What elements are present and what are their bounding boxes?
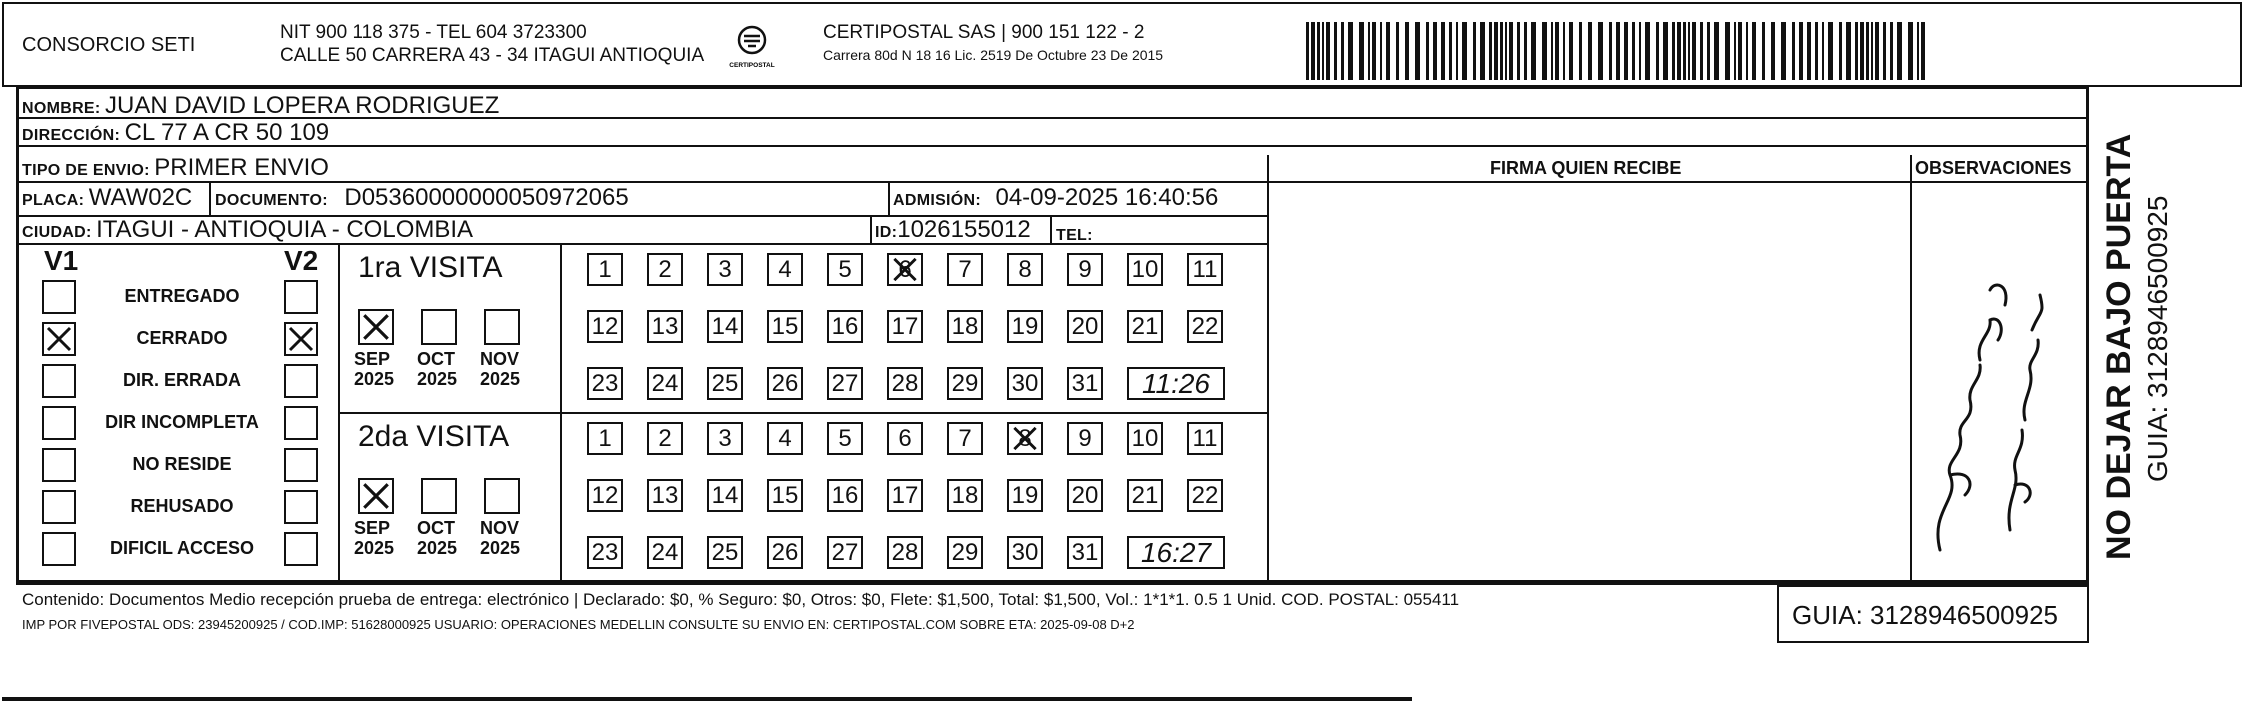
day-box[interactable]: 26 — [767, 536, 803, 569]
year-label: 2025 — [417, 538, 458, 558]
observaciones-header: OBSERVACIONES — [1915, 158, 2072, 178]
day-box[interactable]: 27 — [827, 536, 863, 569]
status-label: DIR. ERRADA — [122, 370, 241, 390]
month-label: OCT — [417, 518, 455, 538]
day-box[interactable]: 14 — [707, 310, 743, 343]
status-label: REHUSADO — [130, 496, 234, 516]
no-dejar-label: NO DEJAR BAJO PUERTA — [2100, 133, 2138, 560]
nit-line: NIT 900 118 375 - TEL 604 3723300 — [280, 22, 587, 43]
month-label: OCT — [417, 349, 455, 369]
day-box[interactable]: 26 — [767, 367, 803, 400]
month-checkbox[interactable] — [421, 478, 457, 514]
month-label: NOV — [480, 518, 520, 538]
col-divider — [1910, 155, 1912, 582]
day-box[interactable]: 9 — [1067, 253, 1103, 286]
v1-checkbox[interactable] — [42, 364, 76, 398]
side-guia: GUIA: 3128946500925 — [2142, 195, 2173, 482]
day-box[interactable]: 24 — [647, 536, 683, 569]
day-box[interactable]: 27 — [827, 367, 863, 400]
v2-label: V2 — [284, 245, 319, 276]
day-box[interactable]: 25 — [707, 367, 743, 400]
day-box[interactable]: 1 — [587, 253, 623, 286]
day-box[interactable]: 31 — [1067, 536, 1103, 569]
day-box[interactable]: 7 — [947, 253, 983, 286]
row-divider — [1267, 181, 2089, 183]
day-box[interactable]: 7 — [947, 422, 983, 455]
day-box[interactable]: 21 — [1127, 310, 1163, 343]
day-box[interactable]: 23 — [587, 367, 623, 400]
day-box[interactable]: 22 — [1187, 479, 1223, 512]
day-box[interactable]: 22 — [1187, 310, 1223, 343]
svg-text:CERTIPOSTAL: CERTIPOSTAL — [729, 62, 775, 69]
day-box[interactable]: 11 — [1187, 422, 1223, 455]
firma-header: FIRMA QUIEN RECIBE — [1490, 158, 1682, 178]
v2-checkbox[interactable] — [284, 532, 318, 566]
month-checkbox[interactable] — [358, 309, 394, 345]
year-label: 2025 — [480, 369, 521, 389]
visit-time: 16:27 — [1127, 536, 1225, 569]
day-box[interactable]: 8 — [1007, 422, 1043, 455]
imp-line: IMP POR FIVEPOSTAL ODS: 23945200925 / COD.IMP: 51628000925 USUARIO: OPERACIONES MEDELLIN CONSULTE SU ENVIO EN: CERTIPOSTAL.COM SOBRE ETA: 2025-09-08 D+2 — [22, 617, 1135, 632]
day-box[interactable]: 17 — [887, 479, 923, 512]
day-box[interactable]: 15 — [767, 310, 803, 343]
v1-checkbox[interactable] — [42, 532, 76, 566]
admision-field: ADMISIÓN: 04-09-2025 16:40:56 — [893, 184, 1219, 211]
day-box[interactable]: 8 — [1007, 253, 1043, 286]
day-box[interactable]: 19 — [1007, 310, 1043, 343]
month-label: SEP — [354, 349, 391, 369]
status-label: NO RESIDE — [132, 454, 232, 474]
day-box[interactable]: 16 — [827, 310, 863, 343]
guia-number: GUIA: 3128946500925 — [1792, 600, 2058, 630]
day-box[interactable]: 1 — [587, 422, 623, 455]
certipostal-logo — [722, 24, 782, 72]
day-box[interactable]: 10 — [1127, 253, 1163, 286]
day-box[interactable]: 13 — [647, 310, 683, 343]
v2-checkbox[interactable] — [284, 490, 318, 524]
handwritten-observation — [1920, 270, 2050, 570]
day-box[interactable]: 28 — [887, 536, 923, 569]
v2-checkbox[interactable] — [284, 406, 318, 440]
day-box[interactable]: 12 — [587, 479, 623, 512]
day-box[interactable]: 24 — [647, 367, 683, 400]
visit-months-divider — [560, 243, 562, 582]
placa-field: PLACA: WAW02C — [22, 184, 193, 211]
contenido-line: Contenido: Documentos Medio recepción prueba de entrega: electrónico | Declarado: $0, % Seguro: $0, Otros: $0, Flete: $1,500, Total: $1,500, Vol.: 1*1*1. 0.5 1 Unid. COD. POSTAL: 055411 — [22, 590, 1460, 609]
year-label: 2025 — [354, 369, 395, 389]
documento-field: DOCUMENTO: D05360000000050972065 — [215, 184, 629, 211]
resolution-line: Carrera 80d N 18 16 Lic. 2519 De Octubre 23 De 2015 — [823, 47, 1164, 63]
day-box[interactable]: 29 — [947, 367, 983, 400]
day-box[interactable]: 4 — [767, 253, 803, 286]
certipostal-line: CERTIPOSTAL SAS | 900 151 122 - 2 — [823, 22, 1145, 43]
day-box[interactable]: 5 — [827, 422, 863, 455]
day-box[interactable]: 31 — [1067, 367, 1103, 400]
visit-title: 2da VISITA — [358, 420, 510, 453]
v1-checkbox[interactable] — [42, 490, 76, 524]
visit-title: 1ra VISITA — [358, 251, 503, 284]
day-box[interactable]: 10 — [1127, 422, 1163, 455]
v1-checkbox[interactable] — [42, 322, 76, 356]
ciudad-field: CIUDAD: ITAGUI - ANTIOQUIA - COLOMBIA — [22, 216, 474, 243]
day-box[interactable]: 14 — [707, 479, 743, 512]
status-label: CERRADO — [136, 328, 228, 348]
signature-area[interactable] — [1272, 185, 1906, 579]
day-box[interactable]: 15 — [767, 479, 803, 512]
day-box[interactable]: 23 — [587, 536, 623, 569]
v2-checkbox[interactable] — [284, 322, 318, 356]
day-box[interactable]: 16 — [827, 479, 863, 512]
month-checkbox[interactable] — [421, 309, 457, 345]
day-box[interactable]: 20 — [1067, 479, 1103, 512]
visit-time: 11:26 — [1127, 367, 1225, 400]
v2-checkbox[interactable] — [284, 280, 318, 314]
v1-checkbox[interactable] — [42, 406, 76, 440]
v1-checkbox[interactable] — [42, 280, 76, 314]
visit-divider — [338, 412, 1268, 414]
month-checkbox[interactable] — [484, 478, 520, 514]
v2-checkbox[interactable] — [284, 448, 318, 482]
day-box[interactable]: 3 — [707, 253, 743, 286]
month-checkbox[interactable] — [484, 309, 520, 345]
day-box[interactable]: 20 — [1067, 310, 1103, 343]
tipo-envio-field: TIPO DE ENVIO: PRIMER ENVIO — [22, 154, 329, 181]
day-box[interactable]: 2 — [647, 253, 683, 286]
day-box[interactable]: 6 — [887, 253, 923, 286]
month-checkbox[interactable] — [358, 478, 394, 514]
id-field: ID:1026155012 — [875, 216, 1031, 243]
day-box[interactable]: 19 — [1007, 479, 1043, 512]
address-line: CALLE 50 CARRERA 43 - 34 ITAGUI ANTIOQUIA — [280, 45, 705, 66]
day-box[interactable]: 2 — [647, 422, 683, 455]
day-box[interactable]: 21 — [1127, 479, 1163, 512]
v1-checkbox[interactable] — [42, 448, 76, 482]
day-box[interactable]: 11 — [1187, 253, 1223, 286]
company-name: CONSORCIO SETI — [22, 34, 196, 56]
day-box[interactable]: 17 — [887, 310, 923, 343]
day-box[interactable]: 9 — [1067, 422, 1103, 455]
day-box[interactable]: 5 — [827, 253, 863, 286]
status-label: ENTREGADO — [124, 286, 240, 306]
month-label: NOV — [480, 349, 520, 369]
day-box[interactable]: 29 — [947, 536, 983, 569]
v2-checkbox[interactable] — [284, 364, 318, 398]
barcode — [1306, 22, 1936, 80]
direccion-field: DIRECCIÓN: CL 77 A CR 50 109 — [22, 119, 330, 146]
day-box[interactable]: 30 — [1007, 536, 1043, 569]
year-label: 2025 — [354, 538, 395, 558]
day-box[interactable]: 18 — [947, 479, 983, 512]
year-label: 2025 — [417, 369, 458, 389]
day-box[interactable]: 13 — [647, 479, 683, 512]
v1-label: V1 — [44, 245, 79, 276]
day-box[interactable]: 18 — [947, 310, 983, 343]
col-divider — [1267, 155, 1269, 582]
status-label: DIFICIL ACCESO — [109, 538, 254, 558]
day-box[interactable]: 3 — [707, 422, 743, 455]
bottom-rule — [2, 697, 1412, 701]
day-box[interactable]: 4 — [767, 422, 803, 455]
nombre-field: NOMBRE: JUAN DAVID LOPERA RODRIGUEZ — [22, 92, 500, 119]
day-box[interactable]: 30 — [1007, 367, 1043, 400]
tel-field: TEL: — [1056, 227, 1093, 244]
year-label: 2025 — [480, 538, 521, 558]
day-box[interactable]: 6 — [887, 422, 923, 455]
day-box[interactable]: 12 — [587, 310, 623, 343]
day-box[interactable]: 28 — [887, 367, 923, 400]
month-label: SEP — [354, 518, 391, 538]
day-box[interactable]: 25 — [707, 536, 743, 569]
status-label: DIR INCOMPLETA — [105, 412, 259, 432]
